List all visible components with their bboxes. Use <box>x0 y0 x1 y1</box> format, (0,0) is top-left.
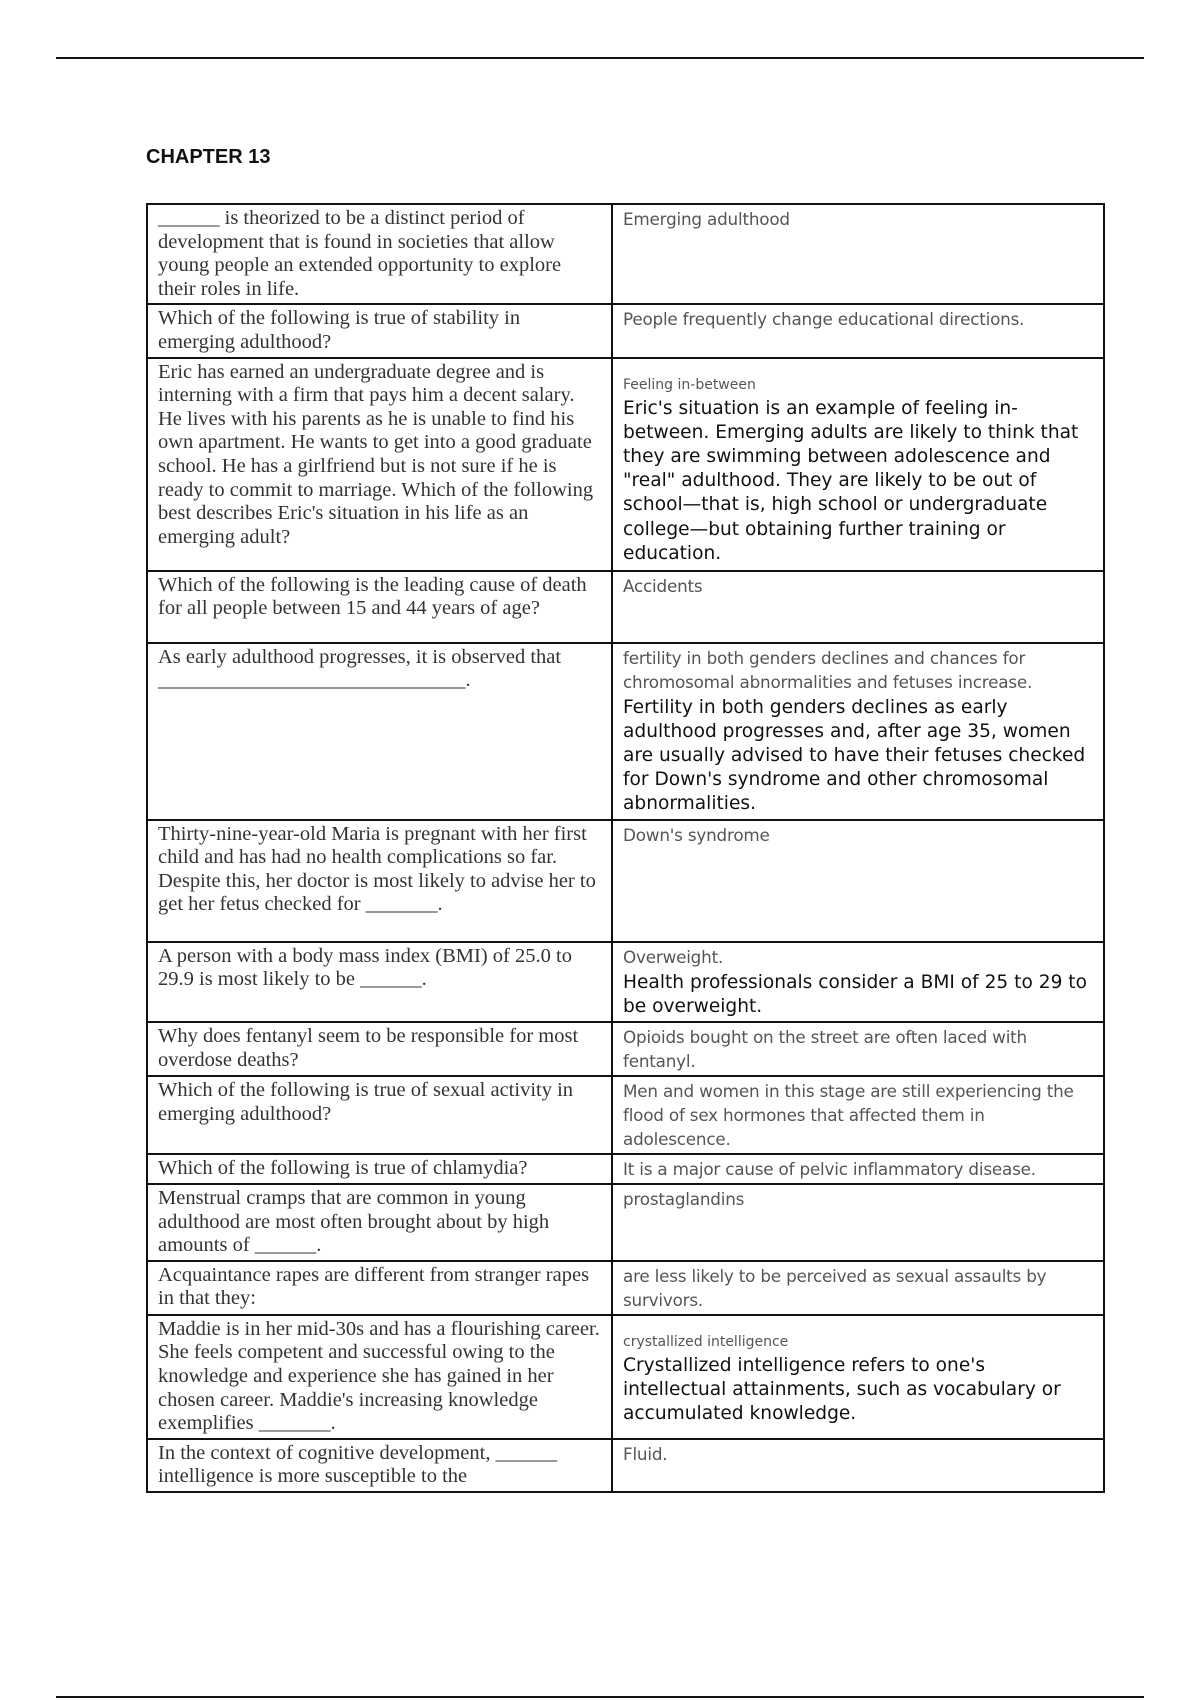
answer-explanation: Health professionals consider a BMI of 25 to 29 to be overweight. <box>623 971 1087 1017</box>
answer-text: Down's syndrome <box>623 824 770 845</box>
table-row <box>147 1184 1104 1261</box>
answer-text: are less likely to be perceived as sexual assaults by survivors. <box>623 1265 1047 1310</box>
table-row <box>147 1076 1104 1154</box>
table-row <box>147 358 1104 571</box>
table-row <box>147 204 1104 304</box>
answer-text: Overweight. <box>623 946 724 967</box>
answer-text: Feeling in-between <box>623 376 756 393</box>
table-row <box>147 1022 1104 1076</box>
question-cell: In the context of cognitive development, ______ intelligence is more susceptible to the <box>147 1439 612 1492</box>
answer-cell <box>612 1439 1104 1492</box>
answer-cell <box>612 1154 1104 1184</box>
answer-cell <box>612 1022 1104 1076</box>
question-cell: A person with a body mass index (BMI) of 25.0 to 29.9 is most likely to be ______. <box>147 942 612 1022</box>
bottom-rule <box>56 1696 1144 1698</box>
table-row <box>147 643 1104 820</box>
answer-text: Emerging adulthood <box>623 209 790 229</box>
answer-text: People frequently change educational directions. <box>623 309 1025 330</box>
question-cell: Which of the following is true of chlamydia? <box>147 1154 612 1184</box>
table-row <box>147 1315 1104 1439</box>
answer-explanation: Crystallized intelligence refers to one's intellectual attainments, such as vocabulary or accumulated knowledge. <box>623 1354 1061 1425</box>
question-cell: Which of the following is the leading cause of death for all people between 15 and 44 years of age? <box>147 571 612 643</box>
answer-cell <box>612 1076 1104 1154</box>
question-answer-table <box>146 203 1105 1493</box>
answer-text: It is a major cause of pelvic inflammatory disease. <box>623 1158 1036 1179</box>
question-cell: Which of the following is true of sexual activity in emerging adulthood? <box>147 1076 612 1154</box>
question-cell: Thirty-nine-year-old Maria is pregnant with her first child and has had no health complications so far. Despite this, her doctor is most likely to advise her to get her fetus checked for _______. <box>147 820 612 942</box>
table-row <box>147 942 1104 1022</box>
question-cell: ______ is theorized to be a distinct period of development that is found in societies that allow young people an extended opportunity to explore their roles in life. <box>147 204 612 304</box>
answer-cell <box>612 820 1104 942</box>
question-cell: Eric has earned an undergraduate degree and is interning with a firm that pays him a decent salary. He lives with his parents as he is unable to find his own apartment. He wants to get into a good graduate school. He has a girlfriend but is not sure if he is ready to commit to marriage. Which of the following best describes Eric's situation in his life as an emerging adult? <box>147 358 612 571</box>
question-cell: Maddie is in her mid-30s and has a flourishing career. She feels competent and successful owing to the knowledge and experience she has gained in her chosen career. Maddie's increasing knowledge exemplifies _______. <box>147 1315 612 1439</box>
answer-cell <box>612 1315 1104 1439</box>
answer-text: prostaglandins <box>623 1188 745 1209</box>
answer-cell <box>612 571 1104 643</box>
table-row <box>147 1439 1104 1492</box>
table-row <box>147 571 1104 643</box>
answer-cell <box>612 643 1104 820</box>
answer-text: fertility in both genders declines and chances for chromosomal abnormalities and fetuses increase. <box>623 647 1033 692</box>
question-cell: Which of the following is true of stability in emerging adulthood? <box>147 304 612 357</box>
question-cell: Acquaintance rapes are different from stranger rapes in that they: <box>147 1261 612 1315</box>
table-row <box>147 820 1104 942</box>
answer-cell <box>612 304 1104 357</box>
question-cell: Why does fentanyl seem to be responsible for most overdose deaths? <box>147 1022 612 1076</box>
answer-cell <box>612 358 1104 571</box>
answer-explanation: Fertility in both genders declines as early adulthood progresses and, after age 35, women are usually advised to have their fetuses checked for Down's syndrome and other chromosomal abnormalities. <box>623 696 1086 815</box>
table-row <box>147 1154 1104 1184</box>
question-cell: As early adulthood progresses, it is observed that ______________________________. <box>147 643 612 820</box>
answer-cell <box>612 1184 1104 1261</box>
answer-text: Fluid. <box>623 1443 668 1464</box>
top-rule <box>56 57 1144 59</box>
table-row <box>147 304 1104 357</box>
answer-cell <box>612 204 1104 304</box>
answer-text: Opioids bought on the street are often laced with fentanyl. <box>623 1026 1027 1071</box>
answer-text: Accidents <box>623 575 703 596</box>
answer-cell <box>612 942 1104 1022</box>
question-cell: Menstrual cramps that are common in young adulthood are most often brought about by high amounts of ______. <box>147 1184 612 1261</box>
answer-text: Men and women in this stage are still experiencing the flood of sex hormones that affected them in adolescence. <box>623 1080 1074 1149</box>
answer-cell <box>612 1261 1104 1315</box>
answer-explanation: Eric's situation is an example of feeling in-between. Emerging adults are likely to think that they are swimming between adolescence and "real" adulthood. They are likely to be out of school—that is, high school or undergraduate college—but obtaining further training or education. <box>623 397 1079 564</box>
answer-text: crystallized intelligence <box>623 1333 789 1350</box>
chapter-title: CHAPTER 13 <box>146 146 271 168</box>
table-row <box>147 1261 1104 1315</box>
